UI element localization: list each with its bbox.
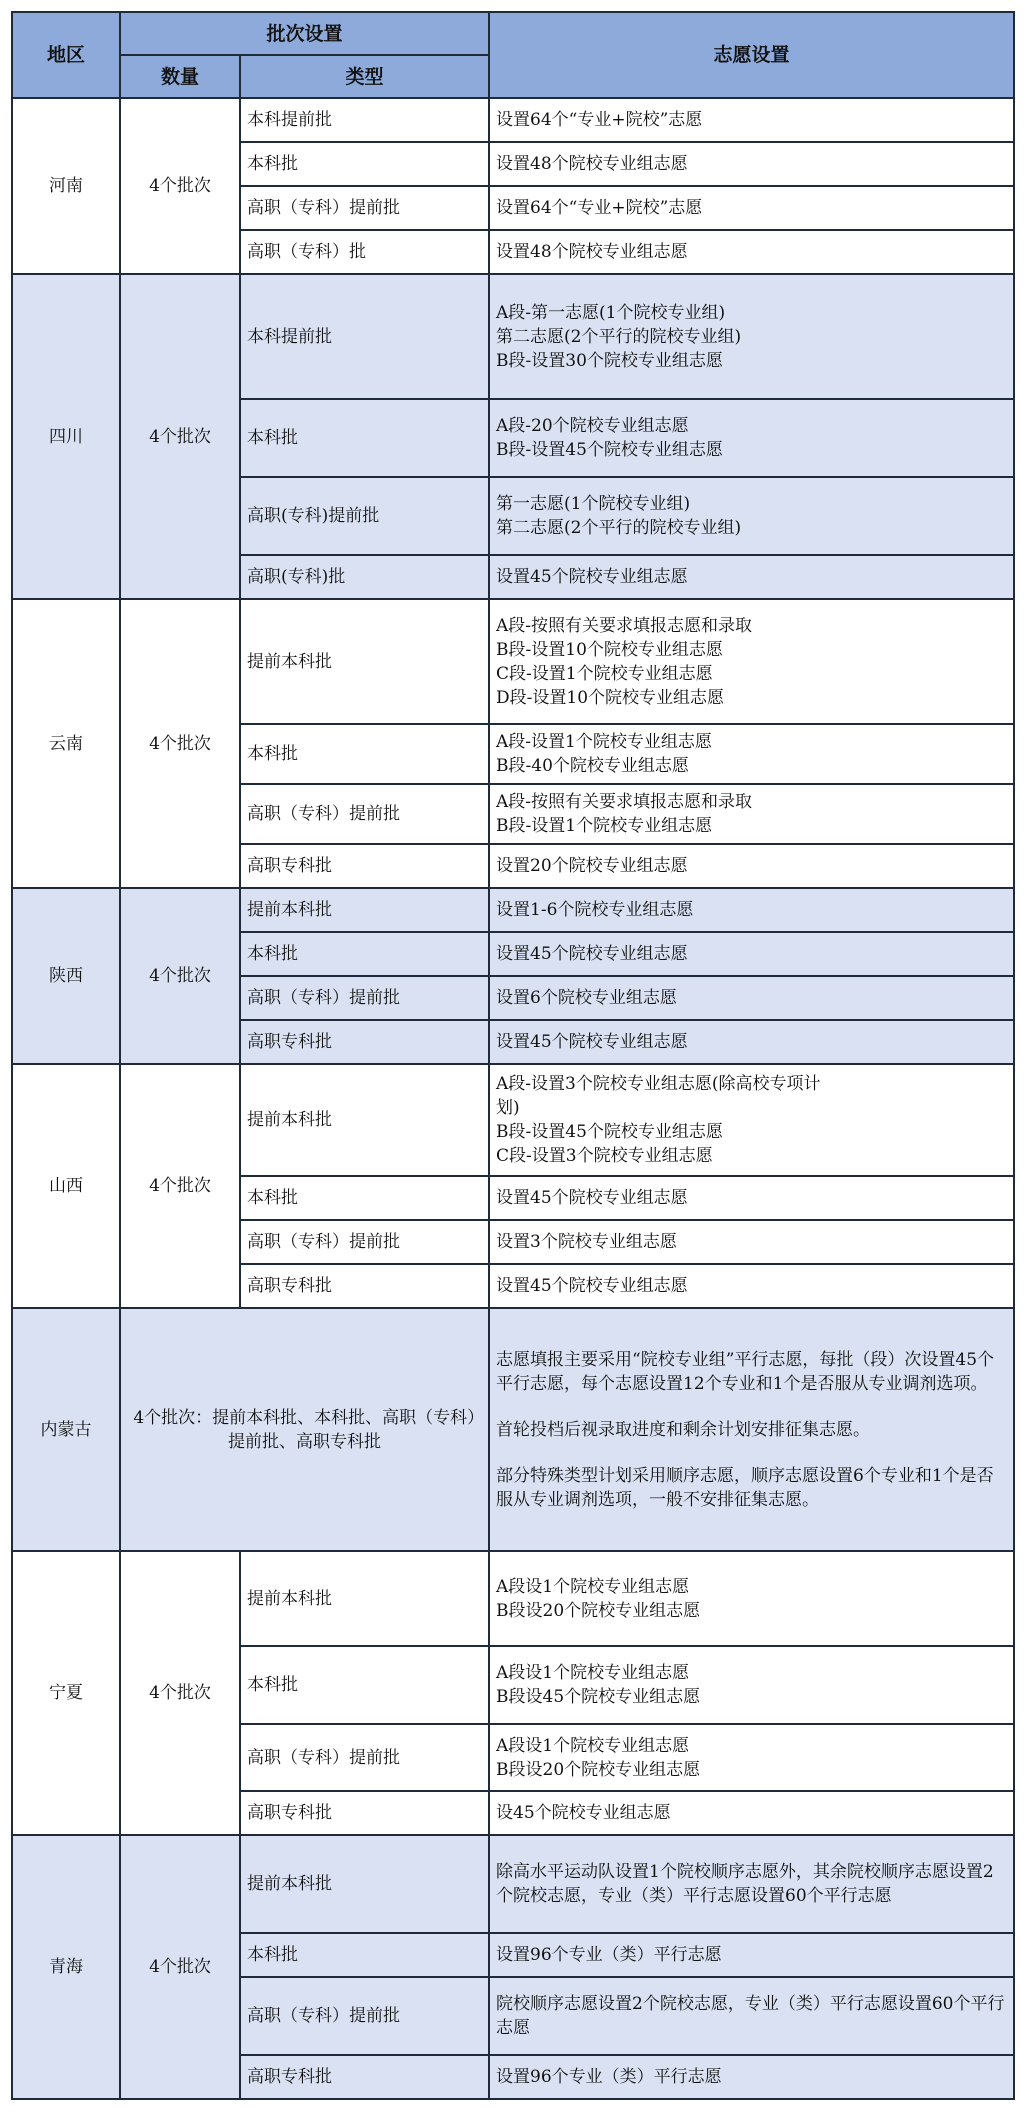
wish-setting-cell: 设置45个院校专业组志愿 [489,555,1014,599]
batch-type-cell: 高职（专科）提前批 [240,784,489,844]
batch-type-cell: 高职（专科）提前批 [240,1724,489,1791]
wish-setting-cell [489,1308,1014,1551]
batch-type-cell: 提前本科批 [240,599,489,724]
batch-type-cell: 高职（专科）批 [240,230,489,274]
wish-setting-cell: 设置45个院校专业组志愿 [489,1020,1014,1064]
wish-setting-cell: A段-按照有关要求填报志愿和录取 B段-设置10个院校专业组志愿 C段-设置1个院校专业组志愿 D段-设置10个院校专业组志愿 [489,599,1014,724]
wish-setting-cell: 设置45个院校专业组志愿 [489,932,1014,976]
batch-count-cell: 4个批次 [120,1551,240,1835]
batch-type-cell: 高职(专科)批 [240,555,489,599]
wish-setting-cell: 设置64个“专业+院校”志愿 [489,186,1014,230]
wish-paragraph: 部分特殊类型计划采用顺序志愿，顺序志愿设置6个专业和1个是否服从专业调剂选项，一般不安排征集志愿。 [496,1465,994,1510]
wish-setting-cell: 设置1-6个院校专业组志愿 [489,888,1014,932]
batch-desc-cell: 4个批次：提前本科批、本科批、高职（专科）提前批、高职专科批 [120,1308,489,1551]
batch-type-cell: 高职（专科）提前批 [240,976,489,1020]
wish-setting-cell: A段设1个院校专业组志愿 B段设20个院校专业组志愿 [489,1724,1014,1791]
batch-type-cell: 本科批 [240,932,489,976]
header-batch-settings: 批次设置 [120,12,489,55]
batch-type-cell: 本科批 [240,1933,489,1977]
wish-setting-cell: 设置96个专业（类）平行志愿 [489,1933,1014,1977]
batch-count-cell: 4个批次 [120,1064,240,1308]
wish-setting-cell: 设置48个院校专业组志愿 [489,230,1014,274]
batch-count-cell: 4个批次 [120,274,240,599]
batch-type-cell: 本科批 [240,142,489,186]
batch-type-cell: 高职（专科）提前批 [240,186,489,230]
batch-type-cell: 本科批 [240,1176,489,1220]
batch-type-cell: 高职专科批 [240,1020,489,1064]
region-cell: 山西 [12,1064,120,1308]
wish-setting-cell: 设置45个院校专业组志愿 [489,1264,1014,1308]
wish-setting-cell: A段-设置1个院校专业组志愿 B段-40个院校专业组志愿 [489,724,1014,784]
batch-count-cell: 4个批次 [120,1835,240,2099]
region-cell: 宁夏 [12,1551,120,1835]
wish-setting-cell: A段设1个院校专业组志愿 B段设20个院校专业组志愿 [489,1551,1014,1646]
batch-type-cell: 高职（专科）提前批 [240,1220,489,1264]
batch-count-cell: 4个批次 [120,888,240,1064]
table-row [12,599,1014,724]
wish-setting-cell: 设置20个院校专业组志愿 [489,844,1014,888]
batch-type-cell: 高职（专科）提前批 [240,1977,489,2055]
wish-setting-cell: A段-第一志愿(1个院校专业组) 第二志愿(2个平行的院校专业组) B段-设置30个院校专业组志愿 [489,274,1014,399]
region-cell: 陕西 [12,888,120,1064]
batch-type-cell: 提前本科批 [240,1551,489,1646]
table-row [12,1551,1014,1646]
header-wish-settings: 志愿设置 [489,12,1014,98]
batch-count-cell: 4个批次 [120,599,240,888]
batch-type-cell: 提前本科批 [240,1064,489,1176]
batch-type-cell: 本科提前批 [240,98,489,142]
batch-type-cell: 高职专科批 [240,2055,489,2099]
region-cell: 四川 [12,274,120,599]
table-container [11,11,1013,2100]
batch-type-cell: 提前本科批 [240,888,489,932]
batch-table [11,11,1015,2100]
header-region: 地区 [12,12,120,98]
table-row [12,98,1014,142]
batch-type-cell: 高职专科批 [240,844,489,888]
wish-setting-cell: A段-按照有关要求填报志愿和录取 B段-设置1个院校专业组志愿 [489,784,1014,844]
wish-setting-cell: 设45个院校专业组志愿 [489,1791,1014,1835]
table-row [12,1308,1014,1551]
wish-paragraph: 首轮投档后视录取进度和剩余计划安排征集志愿。 [496,1419,871,1440]
batch-type-cell: 本科批 [240,399,489,477]
region-cell: 青海 [12,1835,120,2099]
header-type: 类型 [240,55,489,98]
wish-setting-cell: 设置6个院校专业组志愿 [489,976,1014,1020]
region-cell: 云南 [12,599,120,888]
wish-setting-cell: 第一志愿(1个院校专业组) 第二志愿(2个平行的院校专业组) [489,477,1014,555]
wish-paragraph: 志愿填报主要采用“院校专业组”平行志愿，每批（段）次设置45个平行志愿，每个志愿设置12个专业和1个是否服从专业调剂选项。 [496,1349,995,1394]
table-row [12,274,1014,399]
wish-setting-cell: A段-20个院校专业组志愿 B段-设置45个院校专业组志愿 [489,399,1014,477]
wish-setting-cell: 设置45个院校专业组志愿 [489,1176,1014,1220]
region-cell: 河南 [12,98,120,274]
wish-setting-cell: A段-设置3个院校专业组志愿(除高校专项计 划) B段-设置45个院校专业组志愿 C段-设置3个院校专业组志愿 [489,1064,1014,1176]
wish-setting-cell: 院校顺序志愿设置2个院校志愿，专业（类）平行志愿设置60个平行志愿 [489,1977,1014,2055]
batch-type-cell: 高职专科批 [240,1264,489,1308]
table-row [12,1835,1014,1933]
batch-type-cell: 高职专科批 [240,1791,489,1835]
region-cell: 内蒙古 [12,1308,120,1551]
batch-type-cell: 提前本科批 [240,1835,489,1933]
batch-type-cell: 本科批 [240,1646,489,1724]
wish-setting-cell: A段设1个院校专业组志愿 B段设45个院校专业组志愿 [489,1646,1014,1724]
wish-setting-cell: 除高水平运动队设置1个院校顺序志愿外，其余院校顺序志愿设置2个院校志愿，专业（类）平行志愿设置60个平行志愿 [489,1835,1014,1933]
wish-setting-cell: 设置96个专业（类）平行志愿 [489,2055,1014,2099]
wish-setting-cell: 设置3个院校专业组志愿 [489,1220,1014,1264]
table-row [12,888,1014,932]
header-count: 数量 [120,55,240,98]
batch-type-cell: 本科提前批 [240,274,489,399]
table-row [12,1064,1014,1176]
batch-count-cell: 4个批次 [120,98,240,274]
batch-type-cell: 高职(专科)提前批 [240,477,489,555]
batch-type-cell: 本科批 [240,724,489,784]
wish-setting-cell: 设置48个院校专业组志愿 [489,142,1014,186]
wish-setting-cell: 设置64个“专业+院校”志愿 [489,98,1014,142]
